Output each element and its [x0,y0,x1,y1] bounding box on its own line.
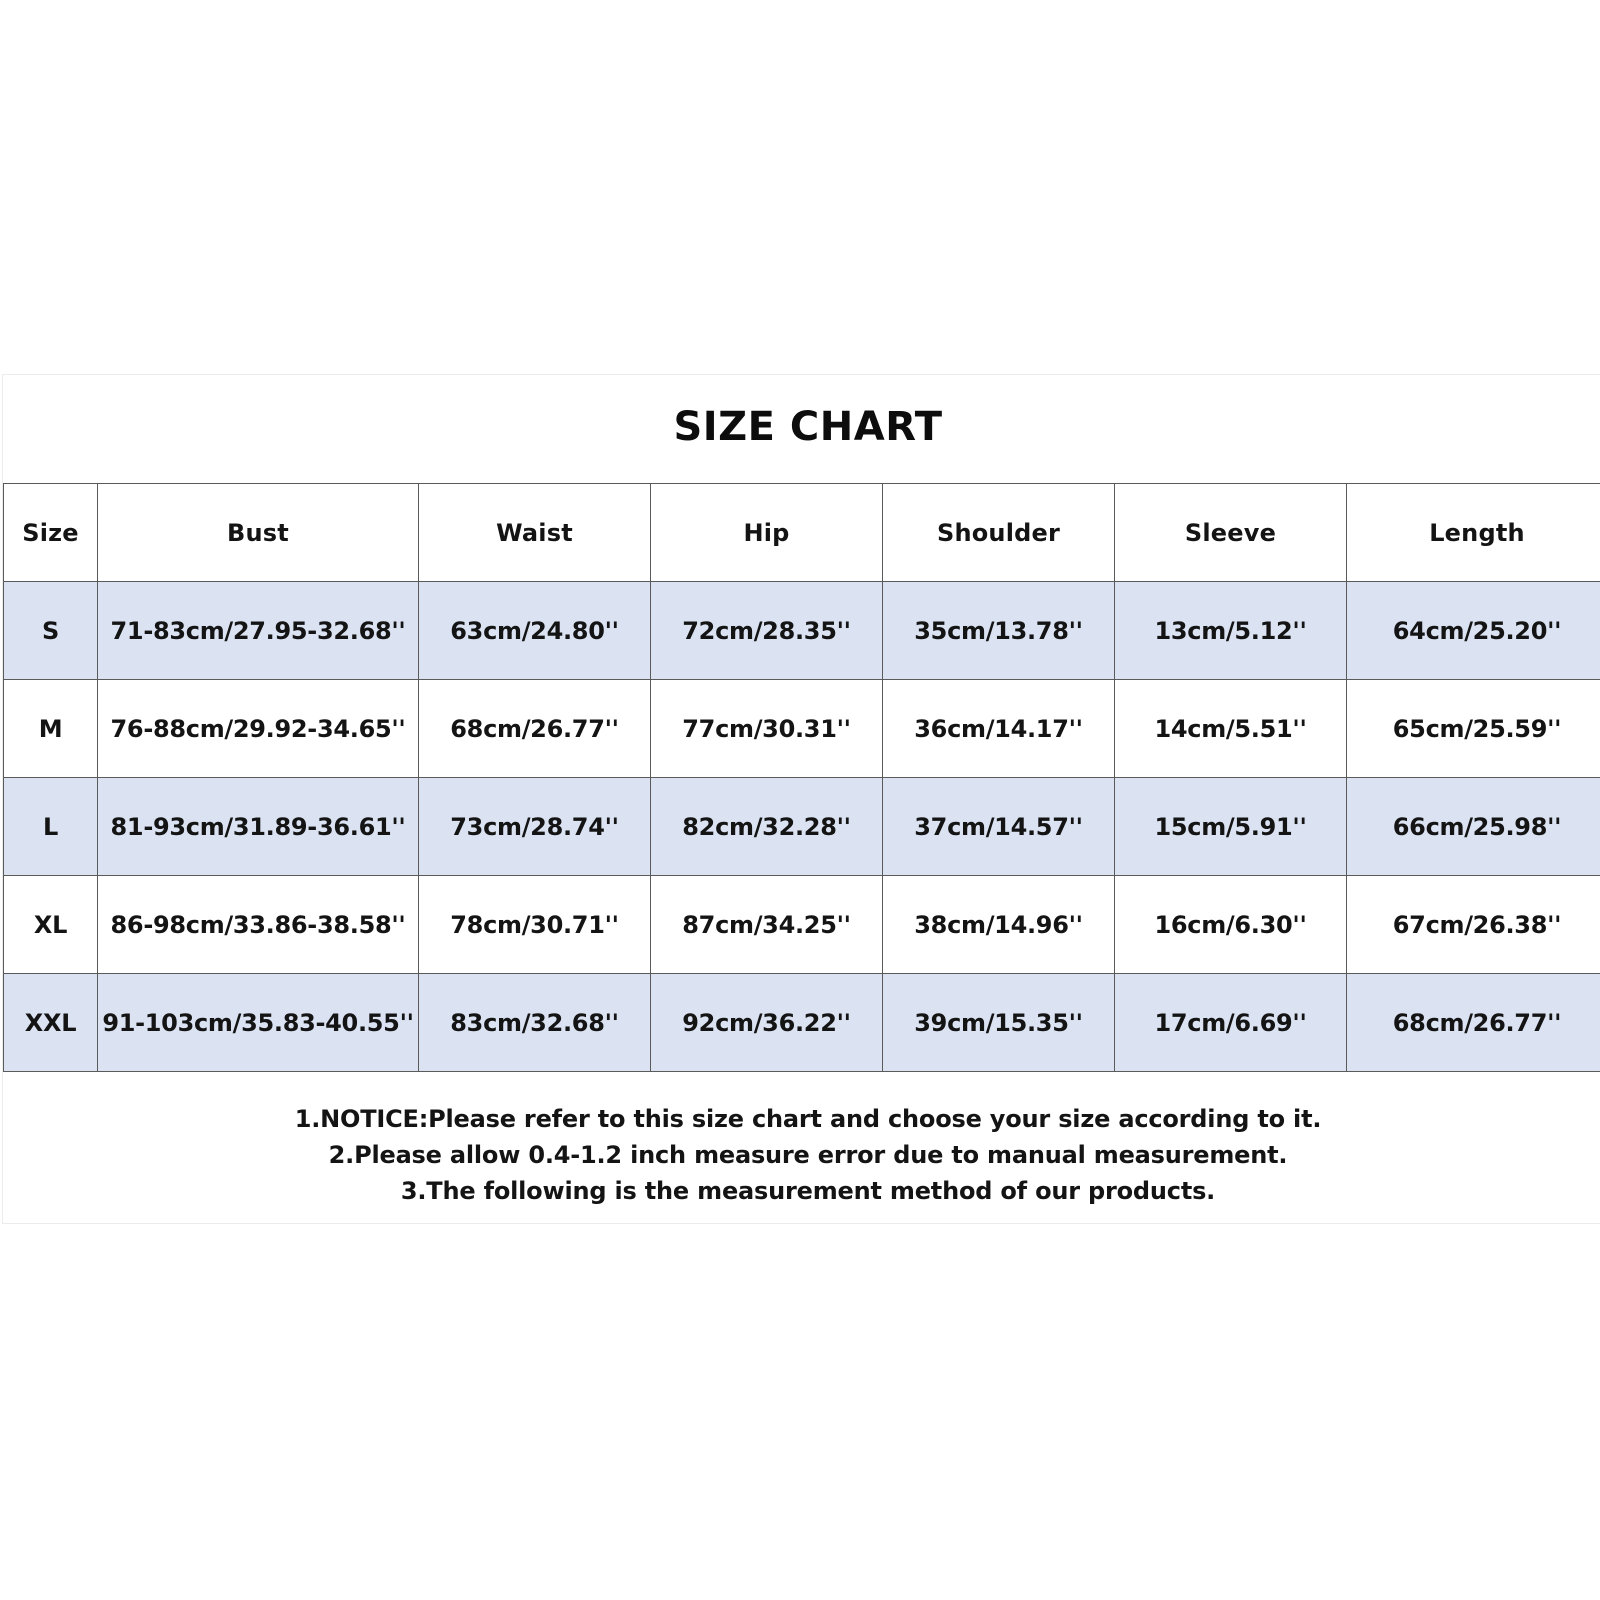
chart-title: SIZE CHART [673,404,943,450]
cell-sleeve: 14cm/5.51'' [1115,680,1347,778]
cell-length: 64cm/25.20'' [1347,582,1600,680]
cell-shoulder: 39cm/15.35'' [883,974,1115,1072]
cell-hip: 72cm/28.35'' [651,582,883,680]
cell-hip: 87cm/34.25'' [651,876,883,974]
cell-shoulder: 35cm/13.78'' [883,582,1115,680]
cell-sleeve: 16cm/6.30'' [1115,876,1347,974]
cell-sleeve: 15cm/5.91'' [1115,778,1347,876]
cell-bust: 86-98cm/33.86-38.58'' [98,876,419,974]
cell-length: 65cm/25.59'' [1347,680,1600,778]
cell-size: XXL [4,974,98,1072]
table-row [4,680,1600,778]
cell-waist: 83cm/32.68'' [419,974,651,1072]
note-line: 2.Please allow 0.4-1.2 inch measure error due to manual measurement. [328,1141,1288,1169]
size-table [3,483,1600,1072]
header-row [4,484,1600,582]
cell-sleeve: 17cm/6.69'' [1115,974,1347,1072]
header-hip: Hip [651,484,883,582]
cell-bust: 91-103cm/35.83-40.55'' [98,974,419,1072]
cell-hip: 82cm/32.28'' [651,778,883,876]
cell-shoulder: 37cm/14.57'' [883,778,1115,876]
cell-hip: 92cm/36.22'' [651,974,883,1072]
cell-waist: 73cm/28.74'' [419,778,651,876]
cell-size: M [4,680,98,778]
cell-bust: 71-83cm/27.95-32.68'' [98,582,419,680]
cell-bust: 76-88cm/29.92-34.65'' [98,680,419,778]
note-line: 3.The following is the measurement method of our products. [400,1177,1216,1205]
cell-shoulder: 38cm/14.96'' [883,876,1115,974]
cell-length: 68cm/26.77'' [1347,974,1600,1072]
cell-sleeve: 13cm/5.12'' [1115,582,1347,680]
table-row [4,876,1600,974]
table-row [4,582,1600,680]
cell-bust: 81-93cm/31.89-36.61'' [98,778,419,876]
header-size: Size [4,484,98,582]
cell-size: S [4,582,98,680]
cell-length: 67cm/26.38'' [1347,876,1600,974]
cell-length: 66cm/25.98'' [1347,778,1600,876]
header-waist: Waist [419,484,651,582]
cell-waist: 63cm/24.80'' [419,582,651,680]
cell-hip: 77cm/30.31'' [651,680,883,778]
notes-block [3,1101,1600,1209]
table-row [4,778,1600,876]
cell-size: XL [4,876,98,974]
table-row [4,974,1600,1072]
header-shoulder: Shoulder [883,484,1115,582]
note-line: 1.NOTICE:Please refer to this size chart and choose your size according to it. [294,1105,1322,1133]
cell-shoulder: 36cm/14.17'' [883,680,1115,778]
header-bust: Bust [98,484,419,582]
cell-size: L [4,778,98,876]
header-sleeve: Sleeve [1115,484,1347,582]
header-length: Length [1347,484,1600,582]
cell-waist: 68cm/26.77'' [419,680,651,778]
size-chart-panel [2,374,1600,1224]
cell-waist: 78cm/30.71'' [419,876,651,974]
